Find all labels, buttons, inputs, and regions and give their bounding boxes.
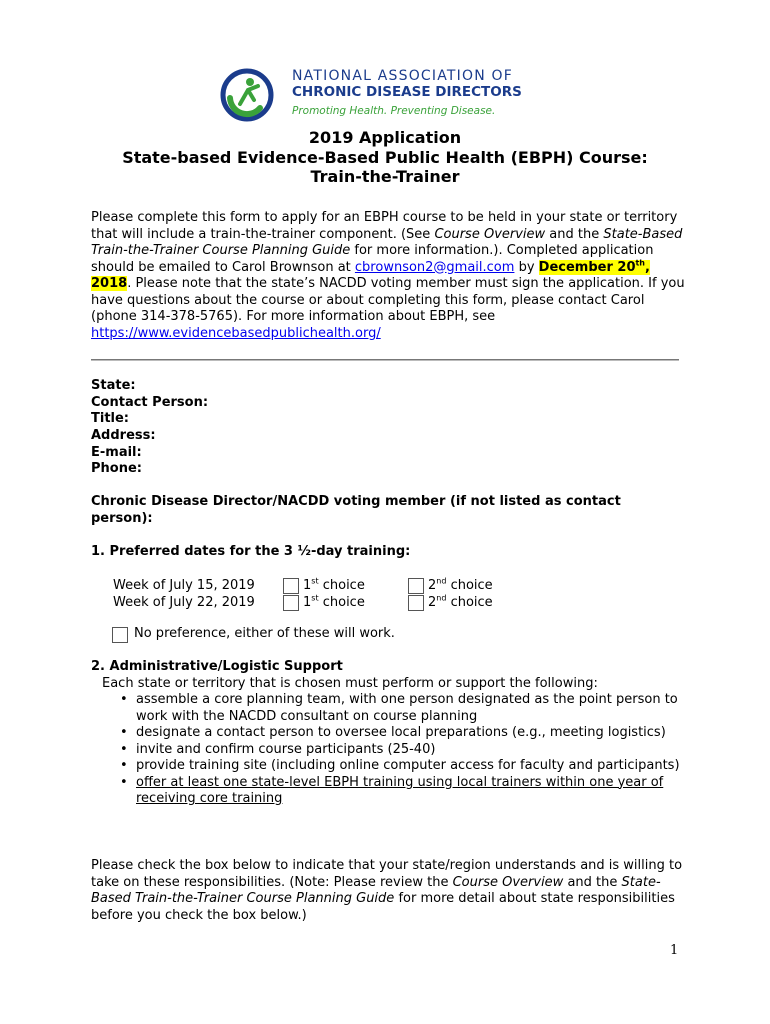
bullet-icon: •	[120, 725, 128, 740]
list-item	[120, 758, 691, 775]
first-choice-num: 1	[303, 595, 312, 610]
intro-text-3: for more information.). Completed application should be emailed to Carol Brownson at	[91, 243, 654, 275]
bullet-icon: •	[120, 741, 128, 757]
title-line2: State-based Evidence-Based Public Health (EBPH) Course:	[122, 147, 648, 167]
first-choice-word: choice	[318, 578, 365, 593]
field-email[interactable]: E-mail:	[91, 444, 142, 460]
field-phone[interactable]: Phone:	[91, 461, 142, 477]
first-choice-checkbox[interactable]	[283, 578, 299, 594]
intro-paragraph	[91, 210, 691, 342]
deadline-sup: th	[635, 258, 646, 268]
first-choice-label	[303, 578, 365, 594]
first-choice-checkbox[interactable]	[283, 595, 299, 611]
title-line3: Train-the-Trainer	[310, 167, 460, 186]
nacdd-emblem-icon	[220, 68, 274, 122]
second-choice-sup: nd	[436, 576, 447, 586]
second-choice-checkbox[interactable]	[408, 578, 424, 594]
field-address[interactable]: Address:	[91, 428, 156, 444]
second-choice-num: 2	[428, 595, 437, 610]
title-line1: 2019 Application	[308, 128, 462, 147]
check-instructions	[91, 858, 691, 924]
logo-line1: NATIONAL ASSOCIATION OF	[292, 68, 514, 84]
bullet-icon: •	[120, 758, 128, 773]
course-overview-ref: Course Overview	[434, 226, 546, 242]
logo-tagline: Promoting Health. Preventing Disease.	[292, 105, 496, 117]
q2-heading: 2. Administrative/Logistic Support	[91, 659, 343, 674]
contact-fields	[91, 378, 691, 478]
list-item	[120, 741, 691, 759]
list-item	[120, 725, 691, 742]
deadline-date: December 20	[538, 259, 636, 275]
planning-guide-ref: State-Based Train-the-Trainer Course Planning Guide	[91, 226, 683, 258]
field-contact-person[interactable]: Contact Person:	[91, 394, 209, 410]
second-choice-num: 2	[428, 578, 437, 593]
list-item-text: provide training site (including online computer access for faculty and participants)	[136, 758, 680, 773]
first-choice-num: 1	[303, 578, 312, 593]
q2-section	[91, 659, 691, 808]
email-link[interactable]: cbrownson2@gmail.com	[354, 259, 515, 275]
list-item	[120, 692, 691, 725]
no-preference-label: No preference, either of these will work.	[134, 626, 395, 641]
q2-intro: Each state or territory that is chosen must perform or support the following:	[102, 675, 598, 691]
second-choice-sup: nd	[436, 593, 447, 603]
q1-heading: 1. Preferred dates for the 3 ½-day training:	[91, 544, 411, 559]
intro-by: by	[514, 259, 539, 275]
director-field[interactable]: Chronic Disease Director/NACDD voting member (if not listed as contact person):	[91, 494, 621, 526]
logo-line2: CHRONIC DISEASE DIRECTORS	[292, 84, 522, 100]
intro-text-1: Please complete this form to apply for an EBPH course to be held in your state or territory that will include a train-the-trainer component. (See	[91, 210, 678, 242]
bullet-icon: •	[120, 692, 128, 707]
bullet-icon: •	[120, 774, 128, 790]
second-choice-word: choice	[446, 578, 493, 593]
responsibility-list	[91, 692, 691, 808]
nacdd-logo	[220, 66, 560, 122]
check-text-3: for more detail about state responsibilities before you check the box below.)	[91, 891, 675, 923]
week-label: Week of July 22, 2019	[113, 595, 255, 610]
first-choice-sup: st	[311, 576, 319, 586]
second-choice-label	[428, 578, 493, 594]
planning-guide-ref: State-Based Train-the-Trainer Course Planning Guide	[91, 874, 661, 906]
list-item-text: invite and confirm course participants (25-40)	[136, 741, 436, 757]
logo-text	[292, 68, 522, 118]
check-text-2: and the	[563, 874, 622, 890]
week-option-row	[0, 595, 770, 612]
check-text-1: Please check the box below to indicate that your state/region understands and is willing to take on these responsibilities. (Note: Please review the	[91, 858, 683, 890]
second-choice-word: choice	[446, 595, 493, 610]
intro-text-2: and the	[545, 226, 604, 242]
first-choice-word: choice	[318, 595, 365, 610]
page-title	[0, 128, 770, 187]
ebph-website-link[interactable]: https://www.evidencebasedpublichealth.org/	[91, 325, 381, 341]
first-choice-label	[303, 595, 365, 611]
field-title[interactable]: Title:	[91, 411, 130, 427]
week-label: Week of July 15, 2019	[113, 578, 255, 593]
list-item	[120, 774, 691, 808]
course-overview-ref: Course Overview	[452, 874, 564, 890]
list-item-text: designate a contact person to oversee local preparations (e.g., meeting logistics)	[136, 725, 666, 740]
intro-text-4: . Please note that the state’s NACDD voting member must sign the application. If you have questions about the course or about completing this form, please contact Carol (phone 314-378-5765). For more information about EBPH, see	[91, 276, 685, 324]
no-preference-checkbox[interactable]	[112, 627, 128, 643]
list-item-text: offer at least one state-level EBPH training using local trainers within one year of receiving core training	[136, 774, 664, 806]
page-number: 1	[670, 943, 679, 958]
field-state[interactable]: State:	[91, 378, 136, 393]
second-choice-checkbox[interactable]	[408, 595, 424, 611]
list-item-text: assemble a core planning team, with one person designated as the point person to work with the NACDD consultant on course planning	[136, 692, 678, 724]
horizontal-divider	[91, 359, 679, 361]
week-option-row	[0, 578, 770, 595]
second-choice-label	[428, 595, 493, 611]
first-choice-sup: st	[311, 593, 319, 603]
deadline-year: , 2018	[91, 259, 650, 291]
